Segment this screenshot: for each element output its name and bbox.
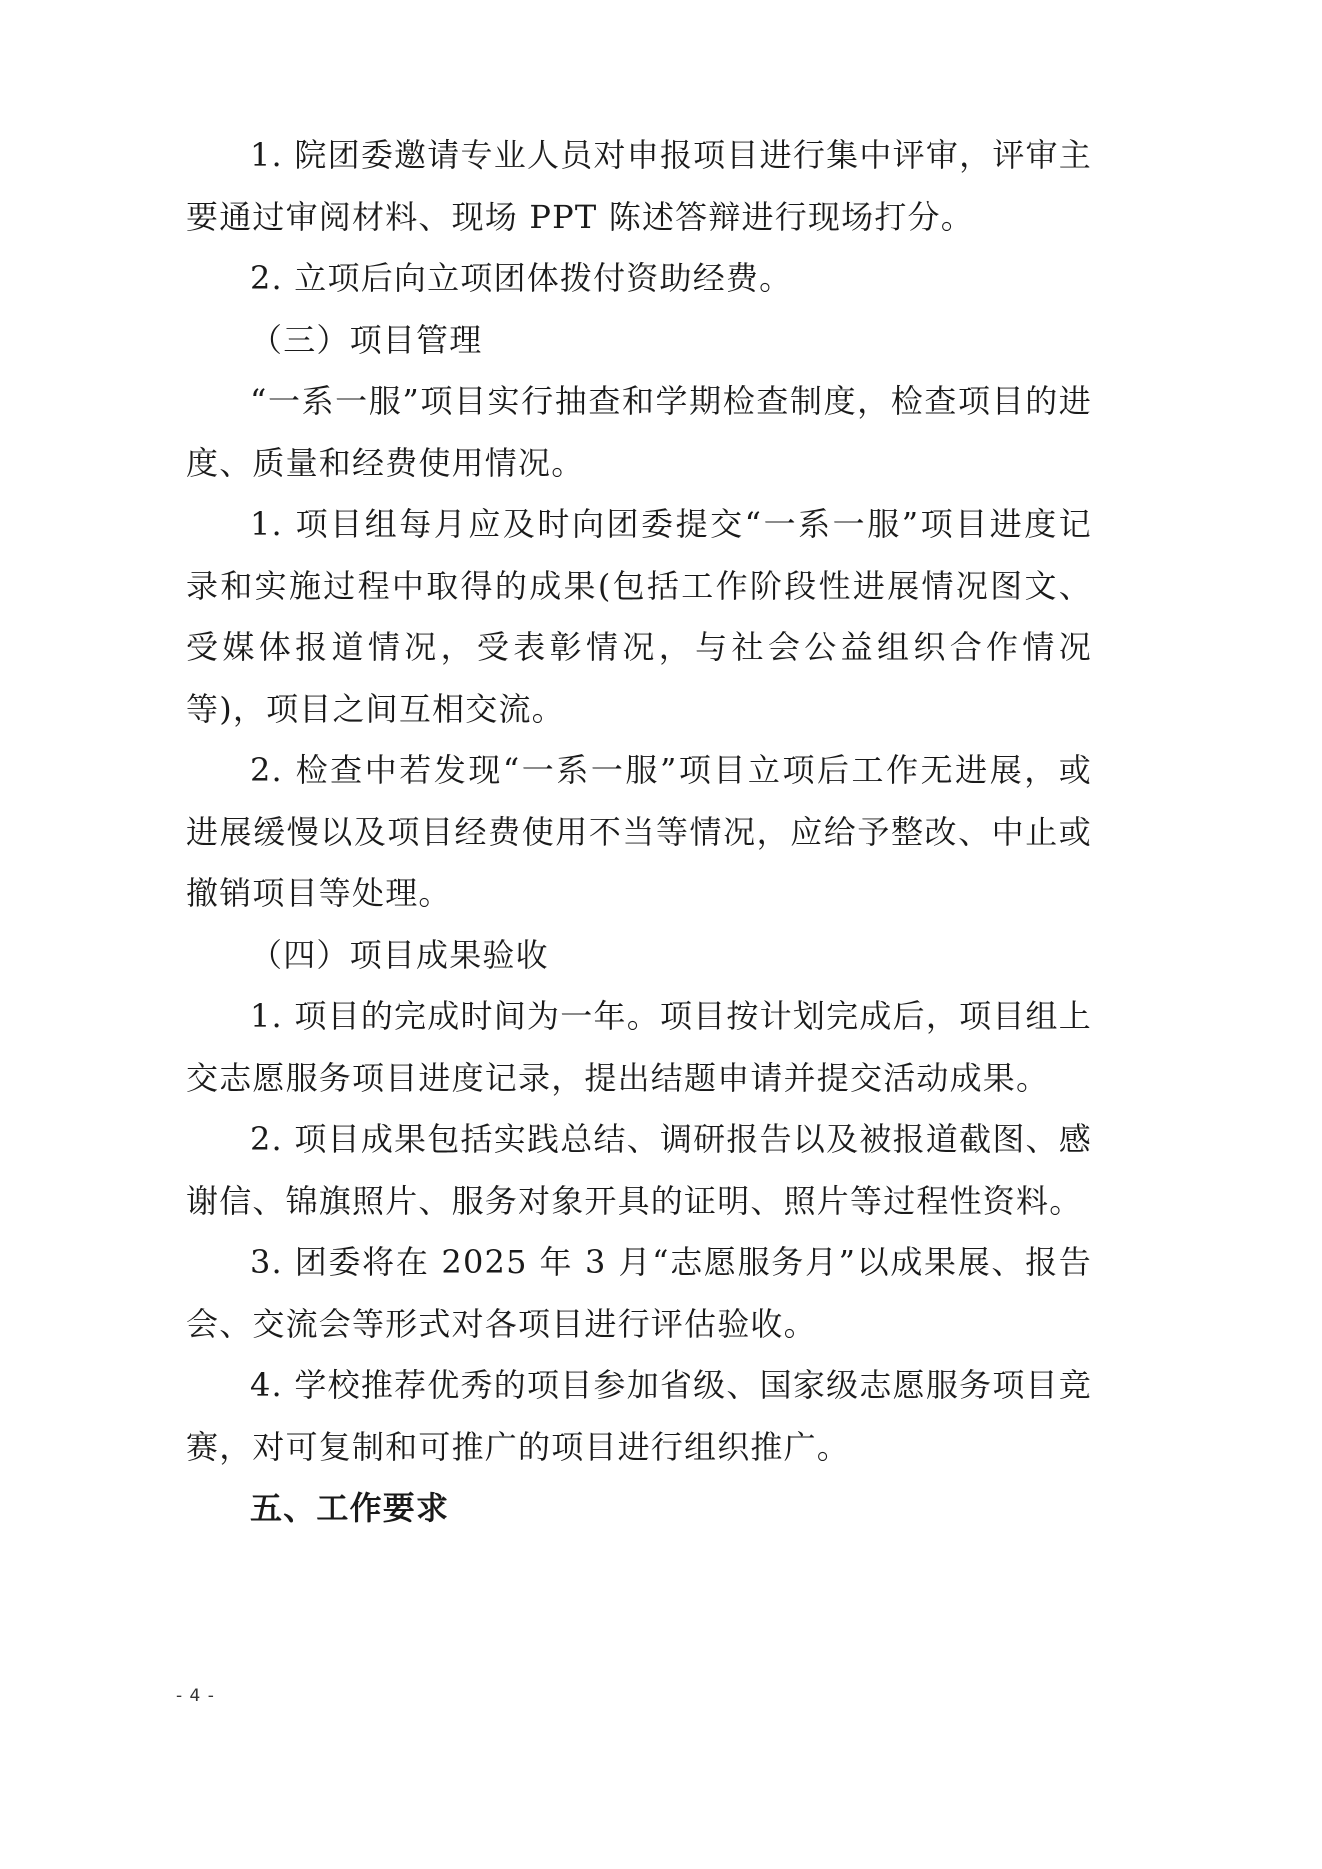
paragraph-rectification: 2. 检查中若发现“一系一服”项目立项后工作无进展，或进展缓慢以及项目经费使用不当等情况，应给予整改、中止或撤销项目等处理。 [186, 751, 1092, 912]
section-heading-acceptance: （四）项目成果验收 [250, 935, 549, 974]
paragraph-review-process: 1. 院团委邀请专业人员对申报项目进行集中评审，评审主要通过审阅材料、现场 PPT 陈述答辩进行现场打分。 [186, 136, 1092, 236]
paragraph-monthly-progress: 1. 项目组每月应及时向团委提交“一系一服”项目进度记录和实施过程中取得的成果(包括工作阶段性进展情况图文、受媒体报道情况，受表彰情况，与社会公益组织合作情况等)，项目之间互相交流。 [186, 505, 1092, 728]
section-heading-project-management: （三）项目管理 [250, 320, 483, 359]
paragraph-results-content: 2. 项目成果包括实践总结、调研报告以及被报道截图、感谢信、锦旗照片、服务对象开具的证明、照片等过程性资料。 [186, 1120, 1092, 1220]
paragraph-completion-time: 1. 项目的完成时间为一年。项目按计划完成后，项目组上交志愿服务项目进度记录，提出结题申请并提交活动成果。 [186, 997, 1092, 1097]
document-body [186, 125, 1092, 1540]
paragraph-inspection-system: “一系一服”项目实行抽查和学期检查制度，检查项目的进度、质量和经费使用情况。 [186, 382, 1092, 482]
paragraph-funding: 2. 立项后向立项团体拨付资助经费。 [250, 259, 793, 297]
page-number: - 4 - [176, 1686, 215, 1706]
section-heading-work-requirements: 五、工作要求 [250, 1489, 450, 1527]
paragraph-evaluation: 3. 团委将在 2025 年 3 月“志愿服务月”以成果展、报告会、交流会等形式对各项目进行评估验收。 [186, 1243, 1092, 1343]
paragraph-recommendation: 4. 学校推荐优秀的项目参加省级、国家级志愿服务项目竞赛，对可复制和可推广的项目进行组织推广。 [186, 1366, 1092, 1466]
